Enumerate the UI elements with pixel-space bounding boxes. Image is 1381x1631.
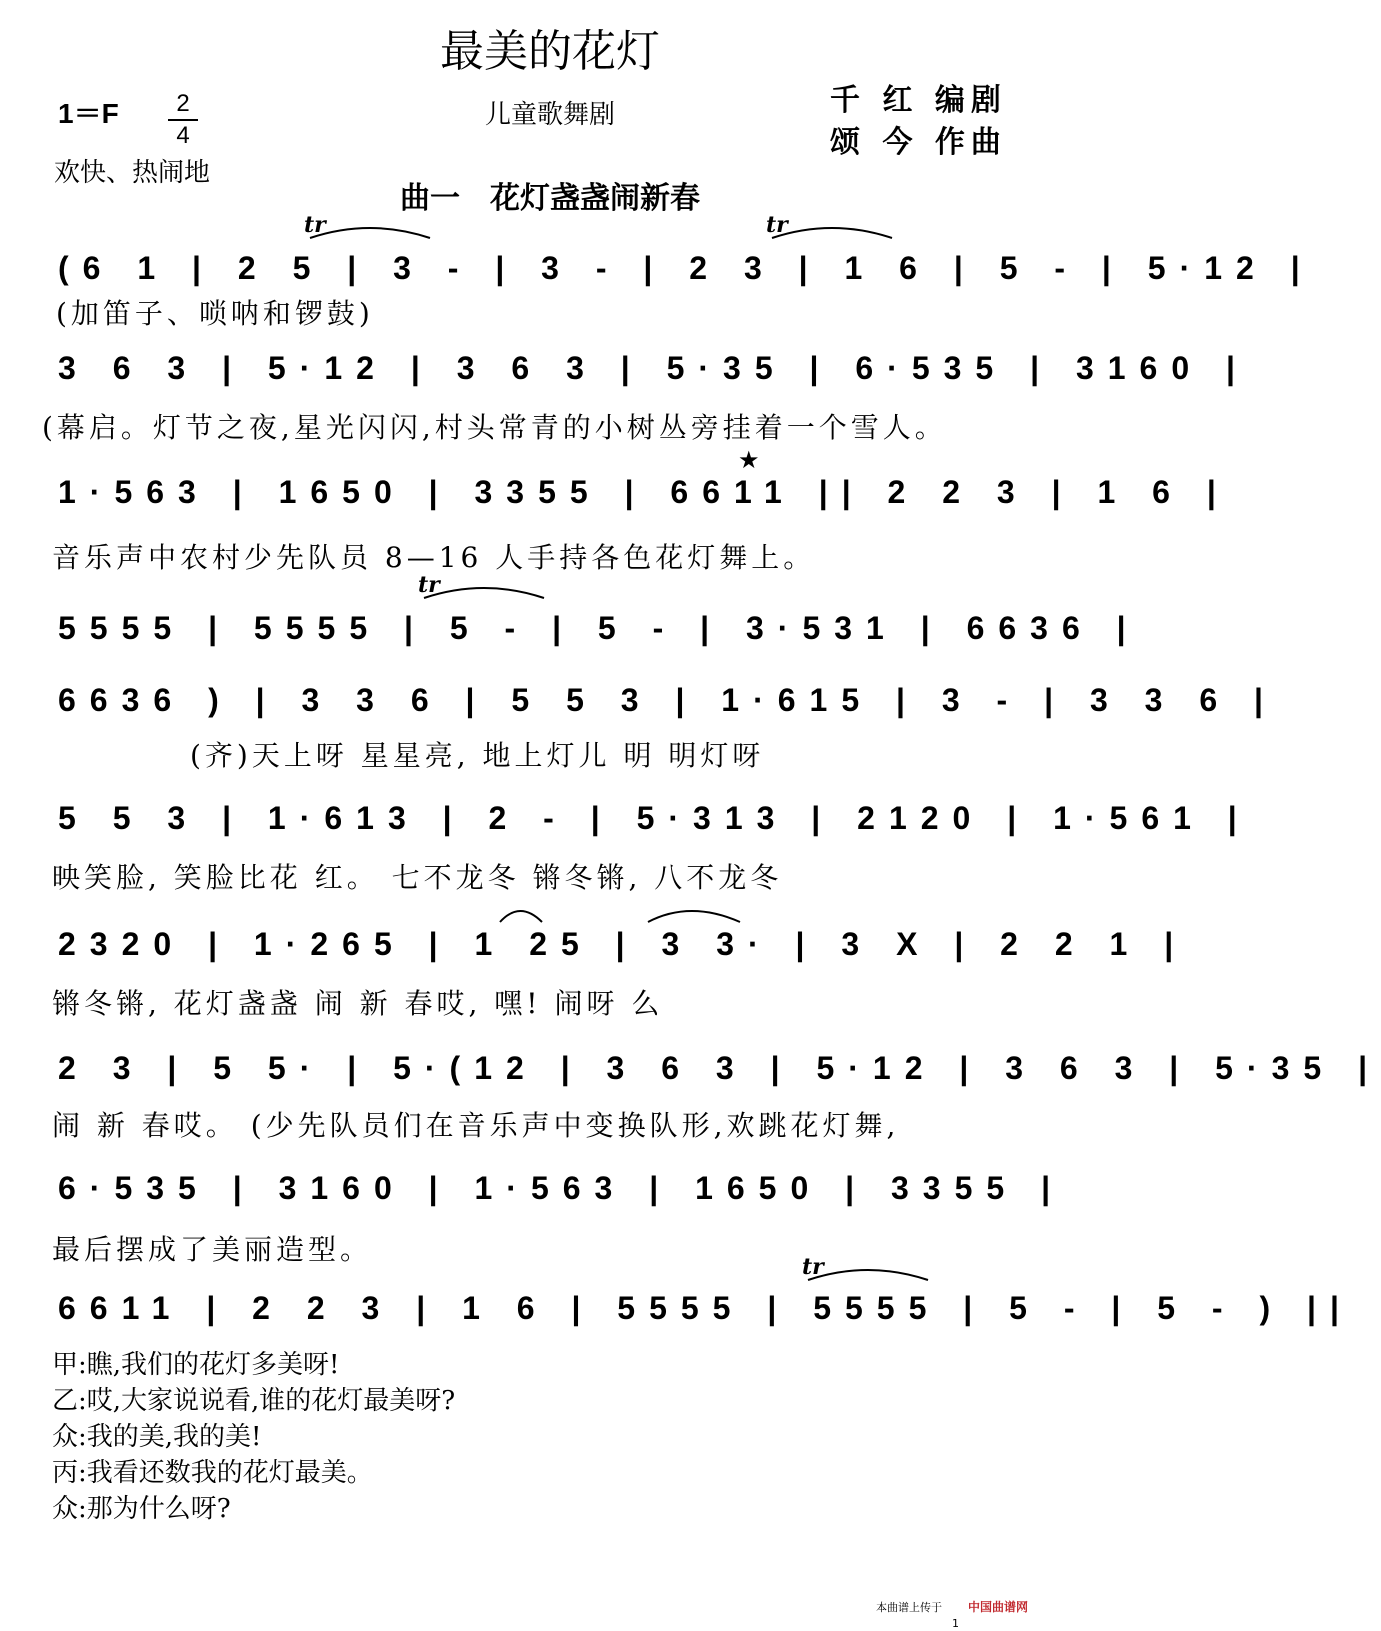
score-row-2: 3 6 3 | 5·12 | 3 6 3 | 5·35 | 6·535 | 3160 |: [58, 350, 1249, 386]
lyric-line-2: (幕启。灯节之夜,星光闪闪,村头常青的小树丛旁挂着一个雪人。: [42, 411, 947, 444]
lyric-line-6: 映笑脸, 笑脸比花 红。 七不龙冬 锵冬锵, 八不龙冬: [52, 861, 783, 894]
score-row-5: 6636 ) | 3 3 6 | 5 5 3 | 1·615 | 3 - | 3 3 6 |: [58, 682, 1277, 718]
site-logo: 中国曲谱网: [968, 1600, 1029, 1614]
trill-mark-3: tr: [418, 572, 440, 598]
dialogue-line-5: 众:那为什么呀?: [52, 1494, 231, 1524]
score-row-8: 2 3 | 5 5· | 5·(12 | 3 6 3 | 5·12 | 3 6 3 | 5·35 |: [58, 1050, 1381, 1086]
trill-mark-2: tr: [766, 212, 788, 238]
upload-note: 本曲谱上传于: [876, 1601, 942, 1614]
key-signature: 1＝F: [58, 98, 119, 129]
score-row-1: (6 1 | 2 5 | 3 - | 3 - | 2 3 | 1 6 | 5 - | 5·12 |: [58, 250, 1314, 286]
lyric-line-8: 闹 新 春哎。 (少先队员们在音乐声中变换队形,欢跳花灯舞,: [52, 1109, 900, 1142]
score-row-6: 5 5 3 | 1·613 | 2 - | 5·313 | 2120 | 1·561 |: [58, 800, 1251, 836]
score-row-10: 6611 | 2 2 3 | 1 6 | 5555 | 5555 | 5 - | 5 - ) ||: [58, 1290, 1353, 1326]
section-title: 曲一 花灯盏盏闹新春: [400, 181, 700, 216]
star-mark: ★: [738, 446, 760, 474]
score-row-7: 2320 | 1·265 | 1 25 | 3 3· | 3 X | 2 2 1 |: [58, 926, 1188, 962]
score-row-4: 5555 | 5555 | 5 - | 5 - | 3·531 | 6636 |: [58, 610, 1140, 646]
trill-mark-4: tr: [802, 1254, 824, 1280]
lyric-line-5: (齐)天上呀 星星亮, 地上灯儿 明 明灯呀: [190, 739, 765, 772]
dialogue-line-2: 乙:哎,大家说说看,谁的花灯最美呀?: [52, 1386, 456, 1416]
trill-mark-1: tr: [304, 212, 326, 238]
meter-top: 2: [176, 90, 190, 117]
score-row-9: 6·535 | 3160 | 1·563 | 1650 | 3355 |: [58, 1170, 1065, 1206]
page-title: 最美的花灯: [440, 26, 660, 77]
lyric-line-9: 最后摆成了美丽造型。: [52, 1233, 373, 1266]
credit-composer: 颂 今 作曲: [830, 125, 1007, 160]
lyric-line-3: 音乐声中农村少先队员 8—16 人手持各色花灯舞上。: [52, 541, 816, 574]
lyric-line-1: (加笛子、唢呐和锣鼓): [56, 297, 374, 330]
meter-bottom: 4: [176, 122, 190, 149]
score-row-3: 1·563 | 1650 | 3355 | 6611 || 2 2 3 | 1 6 |: [58, 474, 1230, 510]
credit-writer: 千 红 编剧: [830, 83, 1007, 118]
subtitle: 儿童歌舞剧: [484, 100, 615, 130]
dialogue-line-4: 丙:我看还数我的花灯最美。: [52, 1458, 373, 1488]
lyric-line-7: 锵冬锵, 花灯盏盏 闹 新 春哎, 嘿! 闹呀 么: [52, 987, 664, 1020]
dialogue-line-1: 甲:瞧,我们的花灯多美呀!: [52, 1350, 340, 1380]
tempo-marking: 欢快、热闹地: [54, 158, 211, 188]
dialogue-line-3: 众:我的美,我的美!: [52, 1422, 262, 1452]
page-number: 1: [952, 1617, 959, 1630]
